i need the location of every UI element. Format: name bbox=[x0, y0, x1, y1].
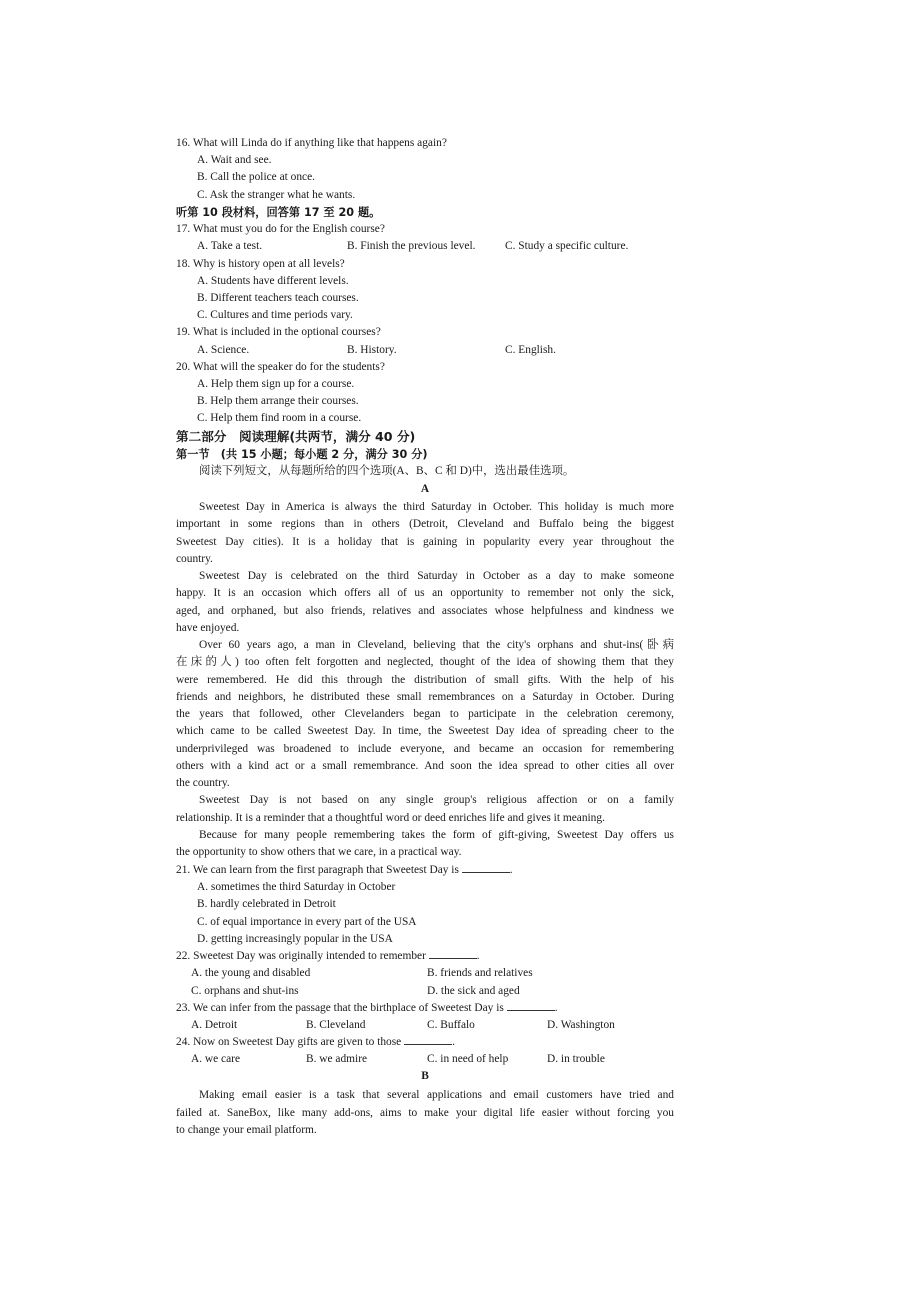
question-18-option-a: A. Students have different levels. bbox=[197, 275, 349, 287]
passage-b-label: B bbox=[421, 1070, 429, 1082]
question-19-option-c: C. English. bbox=[505, 344, 556, 356]
listening-instruction-10: 听第 10 段材料，回答第 17 至 20 题。 bbox=[176, 206, 381, 219]
answer-blank bbox=[404, 1034, 452, 1045]
question-16-option-c: C. Ask the stranger what he wants. bbox=[197, 189, 356, 201]
passage-a-line: Sweetest Day in America is always the third Saturday in October. This holiday is much more bbox=[199, 501, 674, 513]
question-20-stem: 20. What will the speaker do for the students? bbox=[176, 361, 385, 373]
question-22-option-b: B. friends and relatives bbox=[427, 967, 533, 979]
question-22-option-c: C. orphans and shut-ins bbox=[191, 985, 299, 997]
passage-a-line: Over 60 years ago, a man in Cleveland, believing that the city's orphans and shut-ins(卧病 bbox=[199, 639, 674, 651]
passage-a-label: A bbox=[420, 483, 430, 495]
section1-instruction: 阅读下列短文，从每题所给的四个选项(A、B、C 和 D)中，选出最佳选项。 bbox=[199, 465, 575, 477]
question-18-stem: 18. Why is history open at all levels? bbox=[176, 258, 345, 270]
question-21-option-d: D. getting increasingly popular in the USA bbox=[197, 933, 393, 945]
passage-b-line: to change your email platform. bbox=[176, 1124, 317, 1136]
passage-a-line: friends and neighbors, he distributed these small remembrances on a Saturday in October. During bbox=[176, 690, 674, 703]
question-22-stem: 22. Sweetest Day was originally intended to remember . bbox=[176, 950, 480, 962]
question-23-stem-text: 23. We can infer from the passage that the birthplace of Sweetest Day is bbox=[176, 1002, 504, 1014]
question-17-option-b: B. Finish the previous level. bbox=[347, 240, 476, 252]
passage-a-line: Because for many people remembering takes the form of gift-giving, Sweetest Day offers us bbox=[199, 828, 674, 841]
passage-a-line: Sweetest Day cities). It is a holiday that is gaining in popularity every year throughout the bbox=[176, 535, 674, 548]
question-21-option-b: B. hardly celebrated in Detroit bbox=[197, 898, 336, 910]
question-17-option-a: A. Take a test. bbox=[197, 240, 263, 252]
question-24-stem: 24. Now on Sweetest Day gifts are given to those . bbox=[176, 1036, 455, 1048]
passage-a-line: the years that followed, other Clevelanders began to participate in the celebration ceremony, bbox=[176, 708, 674, 720]
question-22-option-d: D. the sick and aged bbox=[427, 985, 520, 997]
question-19-stem: 19. What is included in the optional courses? bbox=[176, 326, 381, 338]
question-16-option-b: B. Call the police at once. bbox=[197, 171, 315, 183]
question-18-option-c: C. Cultures and time periods vary. bbox=[197, 309, 353, 321]
passage-a-line: others with a kind act or a small remembrance. And soon the idea spread to other cities all over bbox=[176, 759, 674, 772]
answer-blank bbox=[429, 948, 477, 959]
question-16-option-a: A. Wait and see. bbox=[197, 154, 272, 166]
passage-a-line: Sweetest Day is celebrated on the third Saturday in October as a day to make someone bbox=[199, 570, 674, 582]
passage-a-line: underprivileged was broadened to include everyone, and became an occasion for remembering bbox=[176, 742, 674, 755]
question-24-option-b: B. we admire bbox=[306, 1053, 368, 1065]
passage-a-line: the opportunity to show others that we care, in a practical way. bbox=[176, 846, 462, 858]
answer-blank bbox=[507, 1000, 555, 1011]
passage-a-line: happy. It is an occasion which offers all of us an opportunity to remember not only the sick, bbox=[176, 587, 674, 600]
passage-a-line: relationship. It is a reminder that a thoughtful word or deed enriches life and gives it meaning. bbox=[176, 811, 605, 824]
question-19-option-b: B. History. bbox=[347, 344, 397, 356]
question-20-option-b: B. Help them arrange their courses. bbox=[197, 395, 359, 407]
passage-a-line: country. bbox=[176, 552, 213, 565]
passage-a-line: have enjoyed. bbox=[176, 621, 240, 634]
question-24-option-a: A. we care bbox=[191, 1053, 241, 1065]
question-23-option-d: D. Washington bbox=[547, 1019, 615, 1031]
question-23-option-c: C. Buffalo bbox=[427, 1019, 475, 1031]
question-18-option-b: B. Different teachers teach courses. bbox=[197, 292, 359, 304]
question-21-option-c: C. of equal importance in every part of the USA bbox=[197, 916, 417, 928]
passage-b-line: Making email easier is a task that several applications and email customers have tried and bbox=[199, 1089, 674, 1101]
question-21-stem-text: 21. We can learn from the first paragraph that Sweetest Day is bbox=[176, 864, 459, 876]
question-23-option-a: A. Detroit bbox=[191, 1019, 238, 1031]
question-17-stem: 17. What must you do for the English course? bbox=[176, 223, 385, 235]
question-20-option-c: C. Help them find room in a course. bbox=[197, 412, 362, 424]
passage-a-line: were remembered. He did this through the distribution of small gifts. With the help of his bbox=[176, 673, 674, 686]
question-21-stem: 21. We can learn from the first paragraph that Sweetest Day is . bbox=[176, 864, 513, 876]
passage-a-line: aged, and orphaned, but also friends, relatives and associates whose helpfulness and kindness we bbox=[176, 604, 674, 617]
question-24-option-d: D. in trouble bbox=[547, 1053, 605, 1065]
passage-a-line: which came to be called Sweetest Day. In time, the Sweetest Day idea of spreading cheer to the bbox=[176, 725, 674, 738]
question-22-option-a: A. the young and disabled bbox=[191, 967, 311, 979]
question-23-stem: 23. We can infer from the passage that the birthplace of Sweetest Day is . bbox=[176, 1002, 558, 1014]
passage-a-line: important in some regions than in others (Detroit, Cleveland and Buffalo being the biggest bbox=[176, 518, 674, 531]
answer-blank bbox=[462, 862, 510, 873]
question-19-option-a: A. Science. bbox=[197, 344, 250, 356]
question-16-stem: 16. What will Linda do if anything like that happens again? bbox=[176, 137, 447, 149]
passage-a-line: the country. bbox=[176, 777, 230, 789]
question-17-option-c: C. Study a specific culture. bbox=[505, 240, 629, 252]
question-22-stem-text: 22. Sweetest Day was originally intended to remember bbox=[176, 950, 426, 962]
passage-a-line: Sweetest Day is not based on any single group's religious affection or on a family bbox=[199, 794, 674, 807]
question-24-stem-text: 24. Now on Sweetest Day gifts are given to those bbox=[176, 1036, 402, 1048]
passage-a-line: 在床的人) too often felt forgotten and neglected, thought of the idea of showing them that they bbox=[176, 656, 674, 669]
question-21-option-a: A. sometimes the third Saturday in October bbox=[197, 881, 396, 893]
question-23-option-b: B. Cleveland bbox=[306, 1019, 366, 1031]
section1-title: 第一节 (共 15 小题；每小题 2 分，满分 30 分) bbox=[176, 448, 428, 461]
part2-title: 第二部分 阅读理解(共两节，满分 40 分) bbox=[176, 429, 416, 444]
question-24-option-c: C. in need of help bbox=[427, 1053, 509, 1065]
question-20-option-a: A. Help them sign up for a course. bbox=[197, 378, 355, 390]
passage-b-line: failed at. SaneBox, like many add-ons, aims to make your digital life easier without forcing you bbox=[176, 1106, 674, 1119]
